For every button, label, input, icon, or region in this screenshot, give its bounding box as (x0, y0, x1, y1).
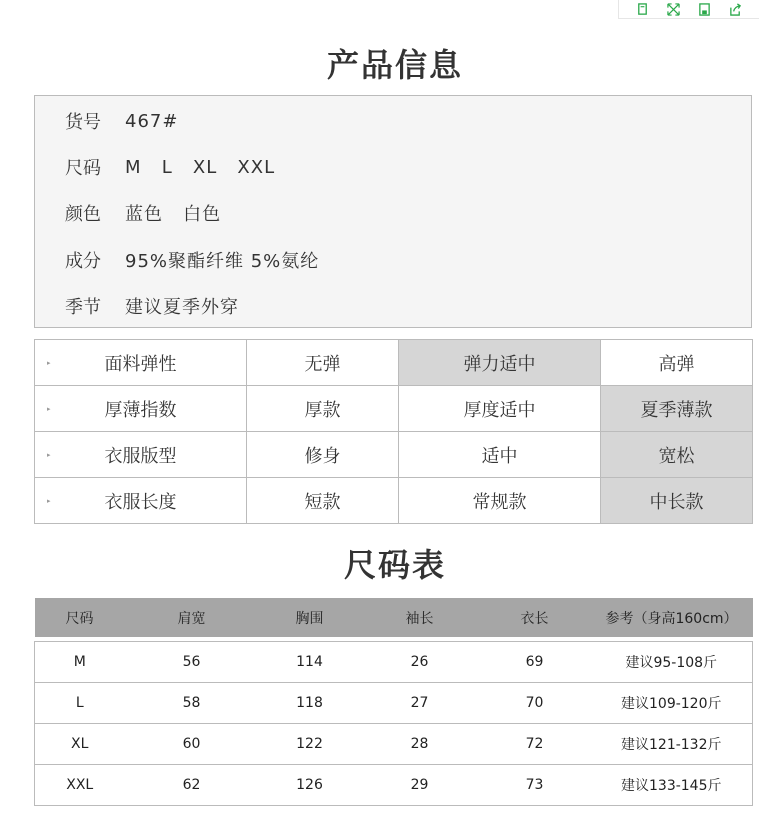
table-cell: 118 (259, 683, 361, 724)
table-cell: 69 (479, 642, 591, 683)
attribute-row-length (35, 478, 753, 524)
table-cell: XXL (35, 765, 125, 806)
table-cell: M (35, 642, 125, 683)
table-cell: 建议121-132斤 (591, 724, 753, 765)
column-header: 参考（身高160cm） (591, 598, 753, 637)
info-value: 建议夏季外穿 (125, 297, 239, 318)
product-info-box (34, 95, 752, 328)
attribute-option-selected: 宽松 (601, 432, 753, 478)
table-cell: 26 (361, 642, 479, 683)
info-key: 季节 (65, 297, 101, 318)
attribute-row-elasticity (35, 340, 753, 386)
table-cell: 70 (479, 683, 591, 724)
column-header: 肩宽 (125, 598, 259, 637)
size-chart-title: 尺码表 (343, 546, 446, 584)
table-row (35, 642, 753, 683)
info-row-color (65, 198, 221, 228)
info-row-item-number (65, 106, 178, 136)
info-value: 95%聚酯纤维 5%氨纶 (125, 251, 320, 272)
table-cell: 建议109-120斤 (591, 683, 753, 724)
info-row-material (65, 245, 319, 275)
table-cell: XL (35, 724, 125, 765)
share-icon (729, 3, 742, 16)
triangle-bullet-icon: ▸ (47, 358, 51, 367)
save-icon (698, 3, 711, 16)
table-cell: 27 (361, 683, 479, 724)
info-key: 颜色 (65, 204, 101, 225)
triangle-bullet-icon: ▸ (47, 496, 51, 505)
table-cell: 60 (125, 724, 259, 765)
table-cell: 72 (479, 724, 591, 765)
attribute-option: 高弹 (601, 340, 753, 386)
expand-button[interactable] (665, 1, 681, 17)
table-row (35, 765, 753, 806)
attribute-option: 厚款 (247, 386, 399, 432)
top-toolbar (618, 0, 759, 19)
table-cell: 122 (259, 724, 361, 765)
info-row-size (65, 152, 275, 182)
column-header: 衣长 (479, 598, 591, 637)
size-chart-header (35, 598, 753, 637)
column-header: 袖长 (361, 598, 479, 637)
table-cell: 114 (259, 642, 361, 683)
table-cell: 28 (361, 724, 479, 765)
expand-icon (667, 3, 680, 16)
attribute-row-thickness (35, 386, 753, 432)
size-chart-table (34, 598, 753, 806)
attribute-option: 修身 (247, 432, 399, 478)
table-cell: 126 (259, 765, 361, 806)
attribute-option: 无弹 (247, 340, 399, 386)
attribute-label: ▸ 衣服长度 (35, 478, 247, 524)
attribute-option: 适中 (399, 432, 601, 478)
attribute-table (34, 339, 753, 524)
attribute-label: ▸ 厚薄指数 (35, 386, 247, 432)
info-value: 蓝色 白色 (125, 204, 222, 225)
table-cell: 29 (361, 765, 479, 806)
attribute-option-selected: 中长款 (601, 478, 753, 524)
copy-icon (636, 3, 649, 16)
table-cell: L (35, 683, 125, 724)
share-button[interactable] (728, 1, 744, 17)
attribute-label: ▸ 衣服版型 (35, 432, 247, 478)
attribute-row-fit (35, 432, 753, 478)
table-row (35, 724, 753, 765)
attribute-option-selected: 弹力适中 (399, 340, 601, 386)
attribute-option: 常规款 (399, 478, 601, 524)
info-key: 尺码 (65, 158, 101, 179)
table-cell: 62 (125, 765, 259, 806)
info-value: 467# (125, 110, 179, 132)
table-cell: 建议95-108斤 (591, 642, 753, 683)
attribute-option: 短款 (247, 478, 399, 524)
info-key: 货号 (65, 112, 101, 133)
table-row (35, 683, 753, 724)
save-button[interactable] (697, 1, 713, 17)
table-cell: 58 (125, 683, 259, 724)
info-row-season (65, 291, 239, 321)
table-cell: 56 (125, 642, 259, 683)
copy-button[interactable] (634, 1, 650, 17)
product-info-title: 产品信息 (326, 46, 463, 84)
attribute-option: 厚度适中 (399, 386, 601, 432)
column-header: 尺码 (35, 598, 125, 637)
attribute-label: ▸ 面料弹性 (35, 340, 247, 386)
triangle-bullet-icon: ▸ (47, 404, 51, 413)
table-cell: 73 (479, 765, 591, 806)
info-value: M L XL XXL (125, 156, 276, 178)
table-cell: 建议133-145斤 (591, 765, 753, 806)
triangle-bullet-icon: ▸ (47, 450, 51, 459)
info-key: 成分 (65, 251, 101, 272)
attribute-option-selected: 夏季薄款 (601, 386, 753, 432)
column-header: 胸围 (259, 598, 361, 637)
